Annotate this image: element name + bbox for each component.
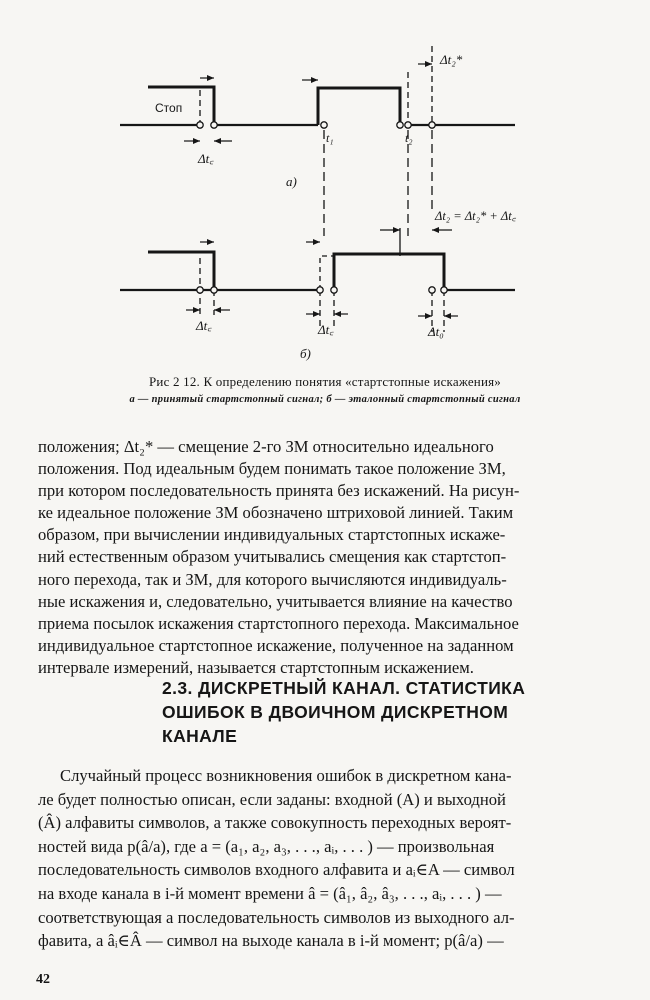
paragraph-definition <box>38 436 624 679</box>
signal-diagram <box>0 0 650 372</box>
t2-label: t₂ <box>405 131 413 145</box>
text-line: образом, при вычислении индивидуальных стартстопных искаже- <box>38 525 506 545</box>
text-line: положения; Δt₂* — смещение 2-го ЗМ относительно идеального <box>38 437 494 456</box>
text-line: ные искажения и, следовательно, учитывается влияние на качество <box>38 591 513 611</box>
dt-c-label-b2: Δt꜀ <box>318 322 334 337</box>
text-line: Случайный процесс возникновения ошибок в дискретном кана- <box>60 766 512 785</box>
text-line: при котором последовательность принята без искажений. На рисун- <box>38 481 520 501</box>
text-line: интервале измерений, называется стартстопным искажением. <box>38 657 474 677</box>
text-line: соответствующая a последовательность символов из выходного ал- <box>38 907 515 927</box>
heading-line: КАНАЛЕ <box>162 726 238 746</box>
heading-line: 2.3. ДИСКРЕТНЫЙ КАНАЛ. СТАТИСТИКА <box>162 678 526 698</box>
text-line: приема посылок искажения стартстопного перехода. Максимальное <box>38 613 519 633</box>
dt0-label: Δt₀ <box>428 324 444 339</box>
text-line: ний естественным образом учитывались смещения как стартстоп- <box>38 547 507 567</box>
text-line: последовательность символов входного алфавита и aᵢ∈A — символ <box>38 860 515 880</box>
text-line: ного перехода, так и ЗМ, для которого вычисляются индивидуаль- <box>38 569 507 589</box>
text-line: индивидуальное стартстопное искажение, полученное на заданном <box>38 635 514 655</box>
text-line: ке идеальное положение ЗМ обозначено штриховой линией. Таким <box>38 503 514 523</box>
section-heading <box>162 676 525 748</box>
paragraph-discrete-channel <box>38 764 624 953</box>
stop-label: Стоп <box>155 101 183 115</box>
dt-c-label-b1: Δt꜀ <box>196 318 212 333</box>
figure-caption <box>40 374 610 405</box>
text-line: (Â) алфавиты символов, а также совокупность переходных вероят- <box>38 813 512 833</box>
page-number: 42 <box>36 972 50 987</box>
text-line: ностей вида p(â/a), где a = (a₁, a₂, a₃, . . ., aᵢ, . . . ) — произвольная <box>38 836 495 856</box>
panel-b-reference-signal <box>120 228 515 332</box>
panel-b-label: б) <box>300 346 311 361</box>
dt2-star-label: Δt₂* <box>440 52 463 67</box>
dt2-formula-label: Δt₂ = Δt₂* + Δt꜀ <box>435 209 517 223</box>
text-line: на входе канала в i-й момент времени â = (â₁, â₂, â₃, . . ., aᵢ, . . . ) — <box>38 883 502 903</box>
t1-label: t₁ <box>326 131 334 145</box>
heading-line: ОШИБОК В ДВОИЧНОМ ДИСКРЕТНОМ <box>162 702 509 722</box>
caption-legend: а — принятый стартстопный сигнал; б — эталонный стартстопный сигнал <box>129 394 521 405</box>
caption-title: Рис 2 12. К определению понятия «стартстопные искажения» <box>149 374 501 389</box>
text-line: ле будет полностью описан, если заданы: входной (A) и выходной <box>38 789 506 809</box>
text-line: положения. Под идеальным будем понимать такое положение ЗМ, <box>38 459 506 479</box>
text-line: фавита, а âᵢ∈Â — символ на выходе канала в i-й момент; p(â/a) — <box>38 931 504 951</box>
dt-c-label-a: Δt꜀ <box>198 151 214 166</box>
panel-a-label: а) <box>286 174 297 189</box>
panel-a-received-signal <box>120 46 515 236</box>
